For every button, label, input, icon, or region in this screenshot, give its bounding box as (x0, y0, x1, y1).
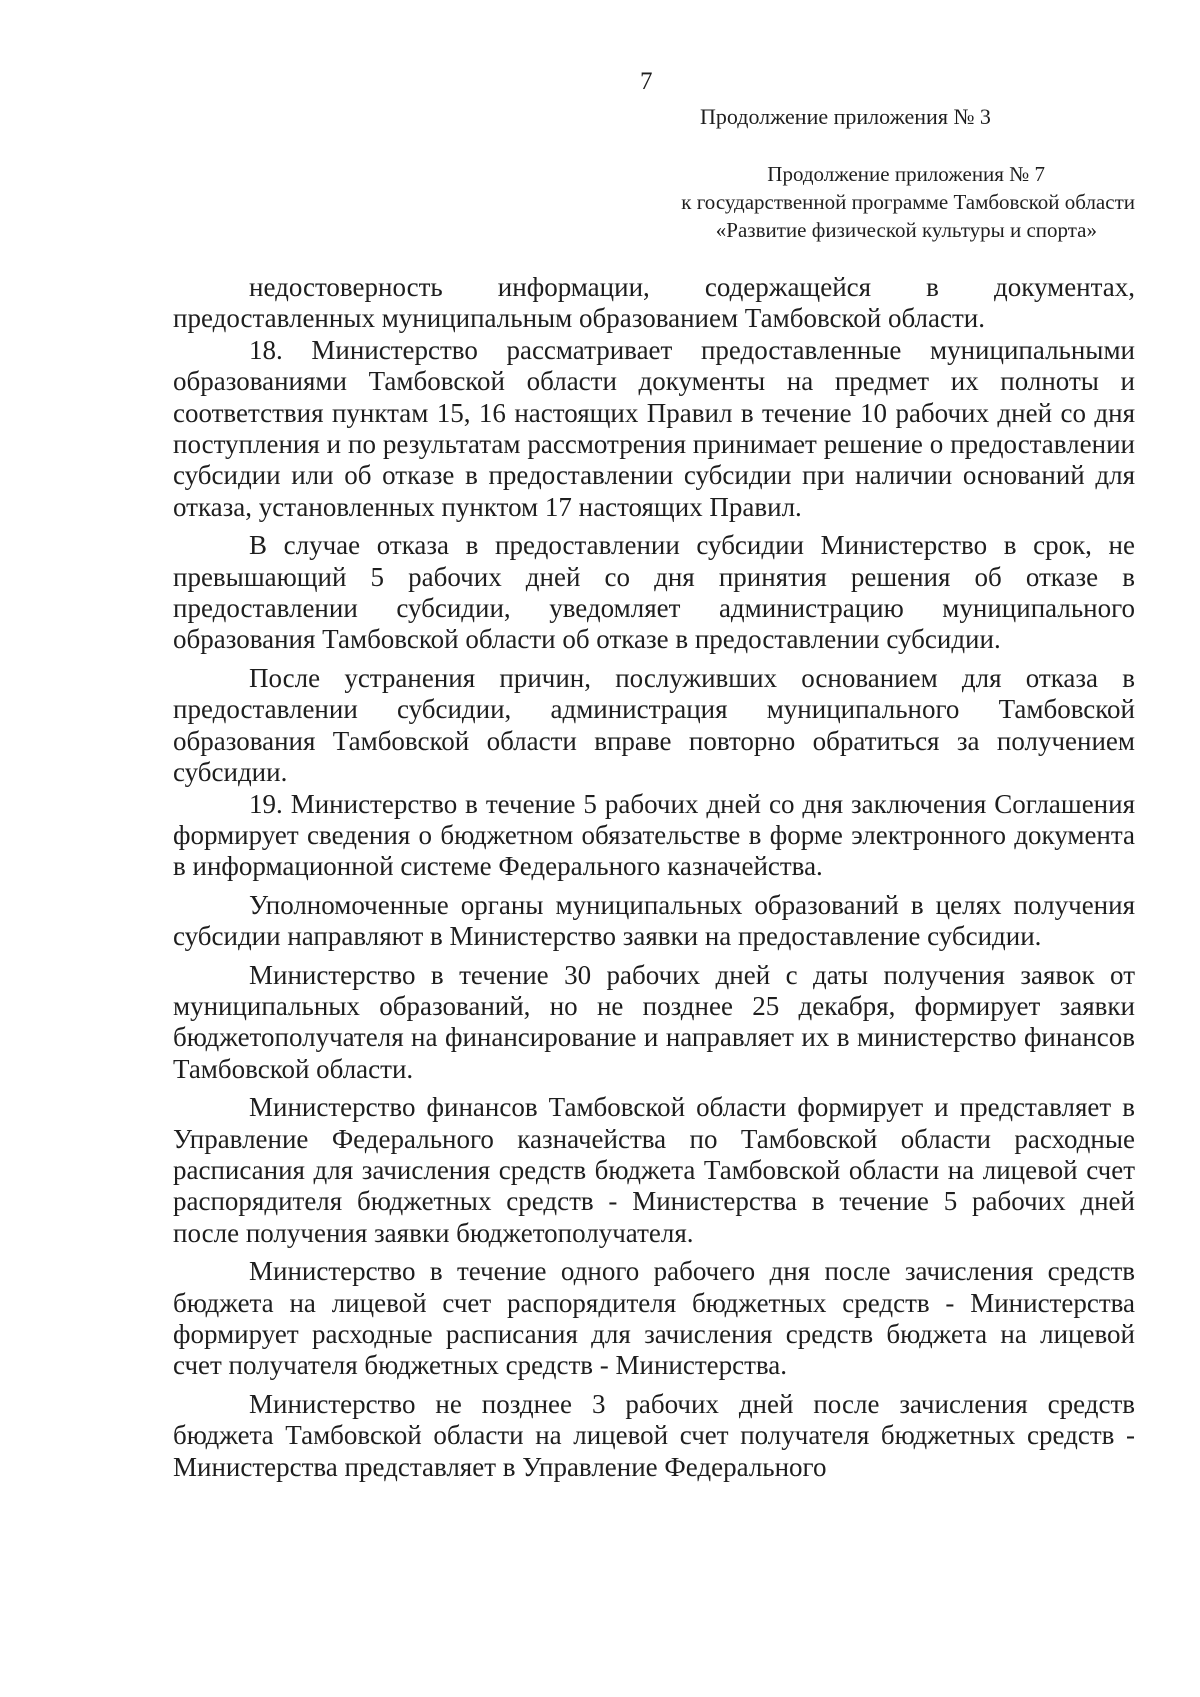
paragraph: Министерство в течение одного рабочего дня после зачисления средств бюджета на лицевой счет распорядителя бюджетных средств - Министерства формирует расходные расписания для зачисления средств бюджета на лицевой счет получателя бюджетных средств - Министерства. (173, 1256, 1135, 1381)
appendix-header-line-2: к государственной программе Тамбовской области (681, 190, 1135, 214)
appendix-header (495, 160, 1135, 244)
document-body (173, 272, 1135, 1483)
paragraph: 18. Министерство рассматривает предоставленные муниципальными образованиями Тамбовской области документы на предмет их полноты и соответствия пунктам 15, 16 настоящих Правил в течение 10 рабочих дней со дня поступления и по результатам рассмотрения принимает решение о предоставлении субсидии или об отказе в предоставлении субсидии при наличии оснований для отказа, установленных пунктом 17 настоящих Правил. (173, 334, 1135, 522)
paragraph: 19. Министерство в течение 5 рабочих дней со дня заключения Соглашения формирует сведения о бюджетном обязательстве в форме электронного документа в информационной системе Федерального казначейства. (173, 788, 1135, 882)
paragraph: В случае отказа в предоставлении субсидии Министерство в срок, не превышающий 5 рабочих дней со дня принятия решения об отказе в предоставлении субсидии, уведомляет администрацию муниципального образования Тамбовской области об отказе в предоставлении субсидии. (173, 530, 1135, 655)
paragraph: Министерство финансов Тамбовской области формирует и представляет в Управление Федерального казначейства по Тамбовской области расходные расписания для зачисления средств бюджета Тамбовской области на лицевой счет распорядителя бюджетных средств - Министерства в течение 5 рабочих дней после получения заявки бюджетополучателя. (173, 1092, 1135, 1248)
paragraph: Уполномоченные органы муниципальных образований в целях получения субсидии направляют в Министерство заявки на предоставление субсидии. (173, 889, 1135, 952)
paragraph: После устранения причин, послуживших основанием для отказа в предоставлении субсидии, администрация муниципального Тамбовской образования Тамбовской области вправе повторно обратиться за получением субсидии. (173, 662, 1135, 788)
paragraph: недостоверность информации, содержащейся в документах, предоставленных муниципальным образованием Тамбовской области. (173, 272, 1135, 334)
paragraph: Министерство в течение 30 рабочих дней с даты получения заявок от муниципальных образований, но не позднее 25 декабря, формирует заявки бюджетополучателя на финансирование и направляет их в министерство финансов Тамбовской области. (173, 959, 1135, 1084)
page-number: 7 (640, 68, 653, 95)
appendix-header-line-3: «Развитие физической культуры и спорта» (715, 218, 1097, 242)
paragraph: Министерство не позднее 3 рабочих дней после зачисления средств бюджета Тамбовской области на лицевой счет получателя бюджетных средств - Министерства представляет в Управление Федерального (173, 1388, 1135, 1482)
continuation-label: Продолжение приложения № 3 (700, 104, 991, 129)
appendix-header-line-1: Продолжение приложения № 7 (767, 162, 1045, 186)
